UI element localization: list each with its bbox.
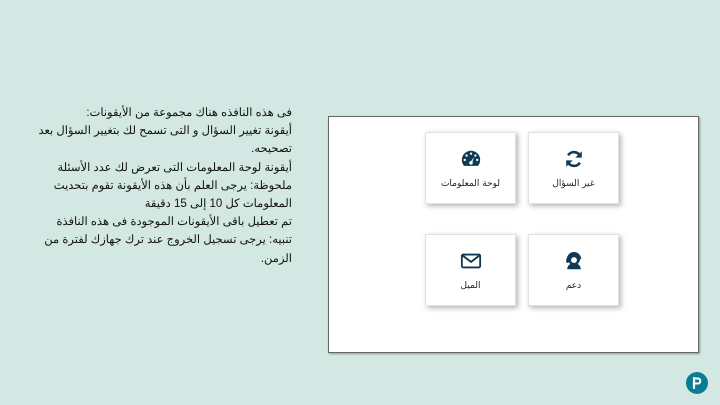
change-question-tile[interactable] — [528, 132, 619, 204]
instructions-text — [22, 104, 292, 268]
instructions-line: فى هذه النافذه هناك مجموعة من الأيقونات: — [86, 107, 292, 119]
pearson-logo — [686, 372, 708, 394]
instructions-line: تم تعطيل باقى الأيقونات الموجودة فى هذه النافذة — [56, 216, 292, 229]
instructions-line: أيقونة لوحة المعلومات التى تعرض لك عدد الأسئلة — [57, 161, 292, 174]
support-tile-label: دعم — [565, 280, 582, 291]
dashboard-tile[interactable] — [425, 132, 516, 204]
support-tile[interactable] — [528, 234, 619, 306]
dashboard-gauge-icon — [460, 148, 482, 170]
icon-panel-screenshot — [328, 116, 699, 353]
change-question-tile-label: غير السؤال — [552, 178, 595, 189]
instructions-line: أيقونة تغيير السؤال و التى تسمح لك بتغيير السؤال بعد تصحيحه. — [38, 125, 292, 156]
mail-tile[interactable] — [425, 234, 516, 306]
instructions-line: تنبيه: يرجى تسجيل الخروج عند ترك جهازك لفترة من الزمن. — [44, 234, 292, 265]
headset-support-icon — [563, 250, 585, 272]
envelope-icon — [460, 250, 482, 272]
pearson-p-logo-icon — [690, 376, 704, 390]
instructions-line: ملحوظة: يرجى العلم بأن هذه الأيقونة تقوم بتحديث المعلومات كل 10 إلى 15 دقيقة — [53, 179, 292, 211]
refresh-icon — [563, 148, 585, 170]
mail-tile-label: الميل — [460, 280, 481, 291]
dashboard-tile-label: لوحة المعلومات — [440, 178, 501, 189]
